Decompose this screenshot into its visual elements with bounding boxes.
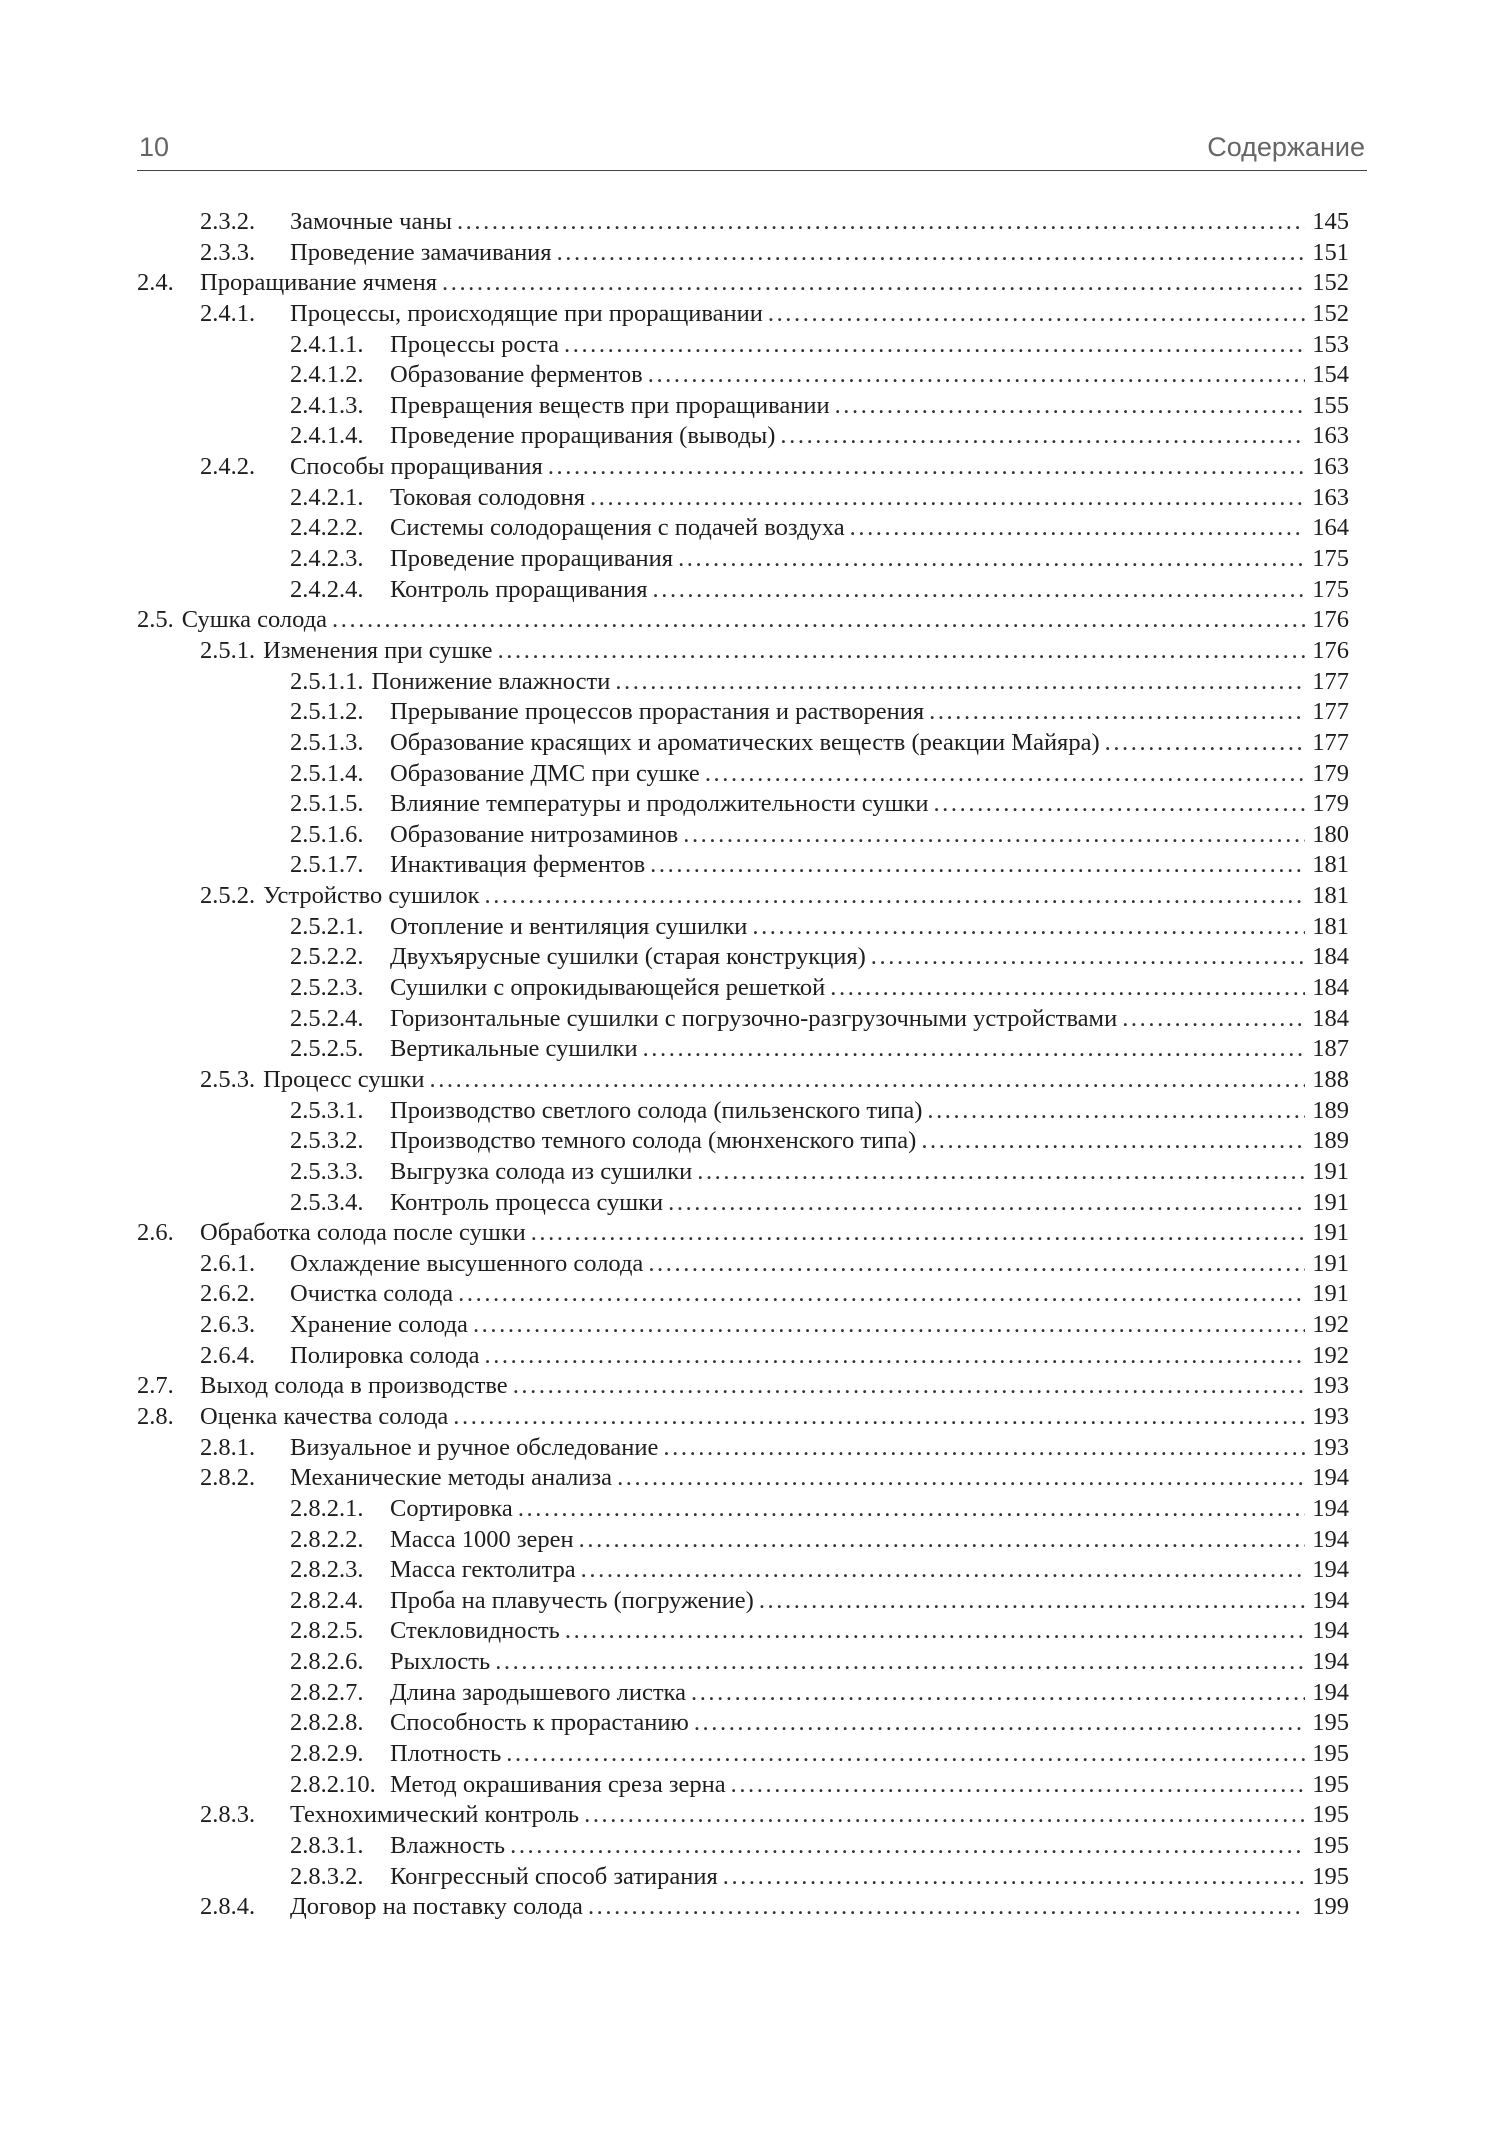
toc-page-number: 176 [1310, 636, 1349, 667]
toc-page-number: 191 [1310, 1188, 1349, 1219]
toc-entry[interactable] [137, 759, 1349, 790]
toc-leader [137, 483, 1305, 514]
toc-section-number: 2.5.3.3. [290, 1157, 364, 1185]
toc-section-title: Выход солода в производстве [200, 1371, 508, 1402]
toc-entry[interactable] [137, 1770, 1349, 1801]
toc-leader [137, 391, 1305, 422]
toc-leader [137, 636, 1305, 667]
toc-section-title: Превращения веществ при проращивании [390, 391, 830, 422]
toc-page-number: 199 [1310, 1892, 1349, 1923]
toc-entry[interactable] [137, 1647, 1349, 1678]
toc-page-number: 177 [1310, 728, 1349, 759]
toc-section-number: 2.4.2.2. [290, 514, 364, 542]
toc-section-title: Вертикальные сушилки [390, 1034, 638, 1065]
toc-section-number: 2.4.1.4. [290, 422, 364, 450]
toc-section-number: 2.4.1.3. [290, 391, 364, 419]
toc-leader [137, 1249, 1305, 1280]
toc-section-number: 2.5.1.5. [290, 790, 364, 818]
toc-leader [137, 452, 1305, 483]
toc-page-number: 195 [1310, 1739, 1349, 1770]
toc-leader [137, 544, 1305, 575]
toc-page-number: 194 [1310, 1616, 1349, 1647]
toc-entry[interactable] [137, 1525, 1349, 1556]
toc-leader [137, 1678, 1305, 1709]
toc-section-number: 2.6.1. [200, 1249, 256, 1277]
toc-page-number: 195 [1310, 1708, 1349, 1739]
toc-section-number: 2.4.2.3. [290, 545, 364, 573]
toc-section-number: 2.5.1.1. [290, 667, 364, 695]
toc-section-title: Контроль процесса сушки [390, 1188, 663, 1219]
toc-page-number: 176 [1310, 605, 1349, 636]
toc-section-title: Влияние температуры и продолжительности сушки [390, 789, 928, 820]
toc-page-number: 180 [1310, 820, 1349, 851]
toc-section-number: 2.5.2.3. [290, 974, 364, 1002]
toc-leader [137, 1402, 1305, 1433]
toc-entry[interactable] [137, 268, 1349, 299]
toc-page-number: 163 [1310, 483, 1349, 514]
toc-page-number: 179 [1310, 789, 1349, 820]
toc-leader [137, 1218, 1305, 1249]
toc-entry[interactable] [137, 1831, 1349, 1862]
toc-page-number: 163 [1310, 452, 1349, 483]
toc-leader [137, 268, 1305, 299]
toc-section-title: Длина зародышевого листка [390, 1678, 686, 1709]
toc-page-number: 189 [1310, 1096, 1349, 1127]
toc-section-title: Проведение проращивания [390, 544, 673, 575]
toc-section-title: Оценка качества солода [200, 1402, 448, 1433]
toc-leader [137, 1831, 1305, 1862]
toc-section-title: Системы солодоращения с подачей воздуха [390, 513, 845, 544]
toc-leader [137, 513, 1305, 544]
toc-section-number: 2.5.1.6. [290, 820, 364, 848]
toc-section-number: 2.5.1.7. [290, 851, 364, 879]
toc-leader [137, 728, 1305, 759]
toc-section-number: 2.8.2.9. [290, 1740, 364, 1768]
toc-page-number: 195 [1310, 1831, 1349, 1862]
toc-section-title: Двухъярусные сушилки (старая конструкция) [390, 942, 866, 973]
toc-page-number: 194 [1310, 1647, 1349, 1678]
toc-section-number: 2.5.3. [200, 1065, 256, 1093]
toc-page-number: 194 [1310, 1494, 1349, 1525]
toc-section-number: 2.8.1. [200, 1433, 256, 1461]
toc-section-title: Токовая солодовня [390, 483, 585, 514]
toc-leader [137, 1371, 1305, 1402]
toc-section-title: Производство темного солода (мюнхенского типа) [390, 1126, 916, 1157]
toc-page-number: 184 [1310, 942, 1349, 973]
toc-entry[interactable] [137, 513, 1349, 544]
toc-entry[interactable] [137, 667, 1349, 698]
toc-section-title: Полировка солода [290, 1341, 479, 1372]
toc-section-number: 2.6. [137, 1219, 174, 1247]
toc-section-title: Отопление и вентиляция сушилки [390, 912, 747, 943]
toc-section-title: Устройство сушилок [263, 881, 479, 912]
toc-entry[interactable] [137, 575, 1349, 606]
toc-page-number: 191 [1310, 1157, 1349, 1188]
toc-section-number: 2.4.1. [200, 299, 256, 327]
toc-page-number: 153 [1310, 330, 1349, 361]
toc-leader [137, 789, 1305, 820]
toc-section-number: 2.5.2.1. [290, 912, 364, 940]
toc-page-number: 184 [1310, 1004, 1349, 1035]
toc-page-number: 195 [1310, 1800, 1349, 1831]
toc-page-number: 177 [1310, 697, 1349, 728]
toc-leader [137, 421, 1305, 452]
toc-leader [137, 697, 1305, 728]
toc-entry[interactable] [137, 697, 1349, 728]
toc-page-number: 194 [1310, 1555, 1349, 1586]
toc-entry[interactable] [137, 1341, 1349, 1372]
toc-leader [137, 912, 1305, 943]
toc-page-number: 155 [1310, 391, 1349, 422]
toc-section-number: 2.8.3.2. [290, 1862, 364, 1890]
toc-section-number: 2.4.1.2. [290, 361, 364, 389]
toc-leader [137, 1616, 1305, 1647]
toc-entry[interactable] [137, 636, 1349, 667]
toc-entry[interactable] [137, 1892, 1349, 1923]
toc-section-title: Способы проращивания [290, 452, 543, 483]
toc-page-number: 152 [1310, 299, 1349, 330]
toc-section-number: 2.8.2.2. [290, 1525, 364, 1553]
toc-leader [137, 605, 1305, 636]
toc-page-number: 177 [1310, 667, 1349, 698]
toc-leader [137, 360, 1305, 391]
toc-entry[interactable] [137, 973, 1349, 1004]
toc-entry[interactable] [137, 1433, 1349, 1464]
toc-section-number: 2.5.2.5. [290, 1035, 364, 1063]
toc-page-number: 188 [1310, 1065, 1349, 1096]
toc-page-number: 193 [1310, 1402, 1349, 1433]
toc-section-title: Стекловидность [390, 1616, 560, 1647]
toc-entry[interactable] [137, 483, 1349, 514]
toc-page-number: 194 [1310, 1463, 1349, 1494]
toc-entry[interactable] [137, 391, 1349, 422]
toc-entry[interactable] [137, 1096, 1349, 1127]
toc-leader [137, 1279, 1305, 1310]
toc-leader [137, 1157, 1305, 1188]
toc-section-number: 2.6.3. [200, 1311, 256, 1339]
toc-entry[interactable] [137, 1402, 1349, 1433]
toc-leader [137, 850, 1305, 881]
toc-leader [137, 1800, 1305, 1831]
toc-leader [137, 575, 1305, 606]
toc-section-title: Понижение влажности [372, 667, 611, 698]
toc-entry[interactable] [137, 1616, 1349, 1647]
toc-entry[interactable] [137, 728, 1349, 759]
toc-entry[interactable] [137, 1494, 1349, 1525]
toc-section-title: Рыхлость [390, 1647, 490, 1678]
toc-section-number: 2.8.2.4. [290, 1586, 364, 1614]
toc-page-number: 193 [1310, 1433, 1349, 1464]
toc-section-number: 2.7. [137, 1372, 174, 1400]
toc-leader [137, 1034, 1305, 1065]
toc-leader [137, 1096, 1305, 1127]
toc-leader [137, 1433, 1305, 1464]
toc-section-title: Процессы, происходящие при проращивании [290, 299, 763, 330]
toc-page-number: 192 [1310, 1341, 1349, 1372]
toc-section-number: 2.8.2.3. [290, 1556, 364, 1584]
toc-section-title: Сортировка [390, 1494, 513, 1525]
toc-section-title: Договор на поставку солода [290, 1892, 583, 1923]
toc-section-title: Охлаждение высушенного солода [290, 1249, 643, 1280]
toc-section-title: Масса 1000 зерен [390, 1525, 574, 1556]
toc-section-title: Плотность [390, 1739, 501, 1770]
toc-section-title: Образование нитрозаминов [390, 820, 678, 851]
page-header [137, 128, 1367, 171]
toc-entry[interactable] [137, 1004, 1349, 1035]
toc-section-title: Процесс сушки [263, 1065, 424, 1096]
toc-leader [137, 1708, 1305, 1739]
toc-section-title: Выгрузка солода из сушилки [390, 1157, 692, 1188]
toc-section-number: 2.8.2.8. [290, 1709, 364, 1737]
toc-entry[interactable] [137, 330, 1349, 361]
toc-section-title: Замочные чаны [290, 207, 452, 238]
toc-section-number: 2.3.2. [200, 208, 256, 235]
toc-entry[interactable] [137, 1708, 1349, 1739]
toc-section-title: Проба на плавучесть (погружение) [390, 1586, 754, 1617]
toc-section-number: 2.5.3.1. [290, 1096, 364, 1124]
toc-section-number: 2.8. [137, 1402, 174, 1430]
toc-section-number: 2.4. [137, 269, 174, 297]
toc-section-title: Конгрессный способ затирания [390, 1862, 718, 1893]
toc-entry[interactable] [137, 1034, 1349, 1065]
toc-section-number: 2.8.2.7. [290, 1678, 364, 1706]
toc-section-title: Процессы роста [390, 330, 559, 361]
toc-leader [137, 942, 1305, 973]
toc-section-title: Проращивание ячменя [200, 268, 437, 299]
toc-section-number: 2.5.2.2. [290, 943, 364, 971]
toc-leader [137, 1770, 1305, 1801]
toc-entry[interactable] [137, 1463, 1349, 1494]
toc-leader [137, 1004, 1305, 1035]
running-title: Содержание [1207, 132, 1365, 162]
toc-section-number: 2.5.3.4. [290, 1188, 364, 1216]
toc-entry[interactable] [137, 605, 1349, 636]
page-number: 10 [139, 132, 170, 162]
toc-leader [137, 973, 1305, 1004]
toc-section-title: Образование красящих и ароматических веществ (реакции Майяра) [390, 728, 1100, 759]
toc-page-number: 191 [1310, 1279, 1349, 1310]
toc-page-number: 181 [1310, 850, 1349, 881]
toc-entry[interactable] [137, 299, 1349, 330]
toc-section-title: Образование ферментов [390, 360, 643, 391]
toc-section-title: Сушка солода [182, 605, 327, 636]
toc-page-number: 175 [1310, 575, 1349, 606]
toc-page-number: 179 [1310, 759, 1349, 790]
toc-section-title: Масса гектолитра [390, 1555, 576, 1586]
toc-leader [137, 759, 1305, 790]
toc-section-title: Способность к прорастанию [390, 1708, 689, 1739]
toc-section-title: Влажность [390, 1831, 505, 1862]
toc-leader [137, 1647, 1305, 1678]
toc-page-number: 194 [1310, 1678, 1349, 1709]
toc-entry[interactable] [137, 1126, 1349, 1157]
toc-entry[interactable] [137, 1862, 1349, 1893]
toc-leader [137, 1739, 1305, 1770]
toc-entry[interactable] [137, 1371, 1349, 1402]
toc-section-title: Механические методы анализа [290, 1463, 612, 1494]
toc-page-number: 187 [1310, 1034, 1349, 1065]
toc-entry[interactable] [137, 1279, 1349, 1310]
toc-entry[interactable] [137, 942, 1349, 973]
toc-entry[interactable] [137, 360, 1349, 391]
toc-entry[interactable] [137, 850, 1349, 881]
toc-section-title: Изменения при сушке [263, 636, 492, 667]
toc-page-number: 195 [1310, 1770, 1349, 1801]
toc-section-number: 2.6.2. [200, 1280, 256, 1308]
toc-page-number: 145 [1310, 207, 1349, 238]
toc-entry[interactable] [137, 1188, 1349, 1219]
toc-section-title: Хранение солода [290, 1310, 468, 1341]
toc-page-number: 189 [1310, 1126, 1349, 1157]
toc-leader [137, 299, 1305, 330]
toc-section-number: 2.4.2.1. [290, 483, 364, 511]
toc-leader [137, 207, 1305, 238]
toc-entry[interactable] [137, 207, 1349, 238]
toc-section-number: 2.8.3. [200, 1801, 256, 1829]
toc-leader [137, 1126, 1305, 1157]
toc-page-number: 151 [1310, 238, 1349, 269]
toc-section-number: 2.8.2.10. [290, 1770, 376, 1798]
toc-section-title: Технохимический контроль [290, 1800, 579, 1831]
toc-section-number: 2.4.2. [200, 453, 256, 481]
toc-page-number: 164 [1310, 513, 1349, 544]
toc-section-title: Образование ДМС при сушке [390, 759, 700, 790]
toc-section-number: 2.5.1. [200, 636, 256, 664]
toc-entry[interactable] [137, 789, 1349, 820]
toc-leader [137, 820, 1305, 851]
toc-leader [137, 1463, 1305, 1494]
toc-section-number: 2.5.1.4. [290, 759, 364, 787]
toc-section-title: Проведение проращивания (выводы) [390, 421, 775, 452]
toc-section-number: 2.3.3. [200, 238, 256, 266]
toc-entry[interactable] [137, 1065, 1349, 1096]
toc-page-number: 181 [1310, 881, 1349, 912]
toc-page-number: 194 [1310, 1525, 1349, 1556]
toc-entry[interactable] [137, 1739, 1349, 1770]
toc-entry[interactable] [137, 452, 1349, 483]
toc-leader [137, 1310, 1305, 1341]
toc-page-number: 175 [1310, 544, 1349, 575]
toc-entry[interactable] [137, 1157, 1349, 1188]
toc-section-title: Производство светлого солода (пильзенского типа) [390, 1096, 922, 1127]
toc-leader [137, 1065, 1305, 1096]
toc-page-number: 192 [1310, 1310, 1349, 1341]
toc-section-number: 2.5.1.3. [290, 728, 364, 756]
toc-page-number: 194 [1310, 1586, 1349, 1617]
toc-leader [137, 330, 1305, 361]
toc-page-number: 152 [1310, 268, 1349, 299]
toc-page-number: 191 [1310, 1249, 1349, 1280]
toc-entry[interactable] [137, 421, 1349, 452]
toc-entry[interactable] [137, 1555, 1349, 1586]
toc-leader [137, 1555, 1305, 1586]
toc-section-title: Инактивация ферментов [390, 850, 645, 881]
toc-entry[interactable] [137, 820, 1349, 851]
toc-page-number: 191 [1310, 1218, 1349, 1249]
toc-leader [137, 238, 1305, 269]
toc-entry[interactable] [137, 1678, 1349, 1709]
toc-section-number: 2.8.2.1. [290, 1494, 364, 1522]
toc-section-title: Метод окрашивания среза зерна [390, 1770, 726, 1801]
toc-section-title: Сушилки с опрокидывающейся решеткой [390, 973, 825, 1004]
table-of-contents [137, 207, 1349, 1923]
toc-section-number: 2.8.2. [200, 1464, 256, 1492]
toc-section-number: 2.8.3.1. [290, 1831, 364, 1859]
toc-leader [137, 667, 1305, 698]
toc-entry[interactable] [137, 544, 1349, 575]
toc-entry[interactable] [137, 881, 1349, 912]
toc-page-number: 181 [1310, 912, 1349, 943]
toc-leader [137, 1525, 1305, 1556]
toc-leader [137, 1892, 1305, 1923]
toc-section-number: 2.6.4. [200, 1341, 256, 1369]
toc-page-number: 154 [1310, 360, 1349, 391]
toc-section-number: 2.5. [137, 606, 174, 634]
toc-section-number: 2.5.1.2. [290, 698, 364, 726]
toc-section-number: 2.5.3.2. [290, 1127, 364, 1155]
toc-page-number: 193 [1310, 1371, 1349, 1402]
toc-section-number: 2.5.2. [200, 882, 256, 910]
toc-entry[interactable] [137, 1249, 1349, 1280]
toc-section-title: Проведение замачивания [290, 238, 552, 269]
toc-entry[interactable] [137, 1218, 1349, 1249]
toc-section-number: 2.4.1.1. [290, 330, 364, 358]
toc-section-title: Визуальное и ручное обследование [290, 1433, 658, 1464]
toc-entry[interactable] [137, 1586, 1349, 1617]
toc-leader [137, 1188, 1305, 1219]
toc-page-number: 184 [1310, 973, 1349, 1004]
toc-section-number: 2.8.2.6. [290, 1648, 364, 1676]
toc-leader [137, 1341, 1305, 1372]
toc-section-title: Прерывание процессов прорастания и растворения [390, 697, 924, 728]
toc-section-title: Контроль проращивания [390, 575, 648, 606]
toc-section-title: Горизонтальные сушилки с погрузочно-разгрузочными устройствами [390, 1004, 1117, 1035]
toc-leader [137, 1862, 1305, 1893]
toc-section-number: 2.5.2.4. [290, 1004, 364, 1032]
toc-section-title: Очистка солода [290, 1279, 453, 1310]
toc-entry[interactable] [137, 1800, 1349, 1831]
toc-entry[interactable] [137, 238, 1349, 269]
toc-section-title: Обработка солода после сушки [200, 1218, 526, 1249]
toc-leader [137, 1494, 1305, 1525]
toc-entry[interactable] [137, 1310, 1349, 1341]
toc-leader [137, 1586, 1305, 1617]
toc-section-number: 2.8.2.5. [290, 1617, 364, 1645]
toc-page-number: 195 [1310, 1862, 1349, 1893]
toc-section-number: 2.8.4. [200, 1893, 256, 1921]
toc-entry[interactable] [137, 912, 1349, 943]
toc-section-number: 2.4.2.4. [290, 575, 364, 603]
toc-page-number: 163 [1310, 421, 1349, 452]
toc-leader [137, 881, 1305, 912]
